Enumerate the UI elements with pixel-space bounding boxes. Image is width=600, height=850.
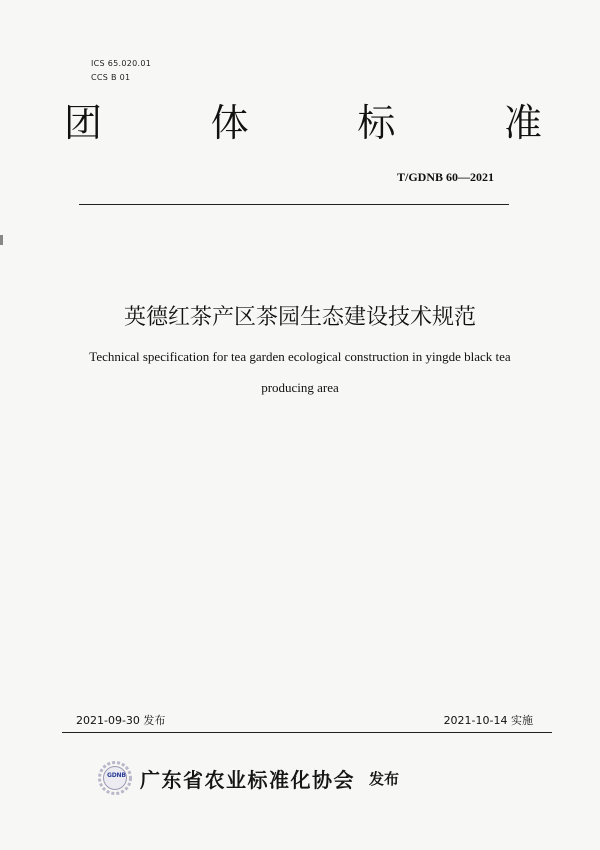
publisher-name: 广东省农业标准化协会 <box>140 767 355 792</box>
classification-codes <box>91 57 151 85</box>
document-type-char: 准 <box>503 101 542 145</box>
document-type-char: 团 <box>64 101 103 145</box>
publisher-block <box>98 760 399 796</box>
title-chinese: 英德红茶产区茶园生态建设技术规范 <box>123 305 476 330</box>
publish-label: 发布 <box>369 769 400 788</box>
title-english-line-2: producing area <box>261 380 339 395</box>
effective-date: 2021-10-14 实施 <box>443 714 533 727</box>
ics-code: ICS 65.020.01 <box>91 59 152 68</box>
standard-number: T/GDNB 60—2021 <box>396 170 494 184</box>
ccs-code: CCS B 01 <box>91 73 131 82</box>
document-type-char: 体 <box>210 101 249 145</box>
document-type-char: 标 <box>357 101 396 145</box>
scan-edge-mark <box>0 235 3 245</box>
document-type-heading <box>64 100 542 146</box>
title-english-line-1: Technical specification for tea garden ecological construction in yingde black tea <box>89 349 511 364</box>
association-logo <box>98 761 132 795</box>
logo-text: GDNB <box>107 772 126 779</box>
footer-divider <box>62 732 552 733</box>
publish-date: 2021-09-30 发布 <box>76 714 166 727</box>
header-divider <box>79 204 509 205</box>
